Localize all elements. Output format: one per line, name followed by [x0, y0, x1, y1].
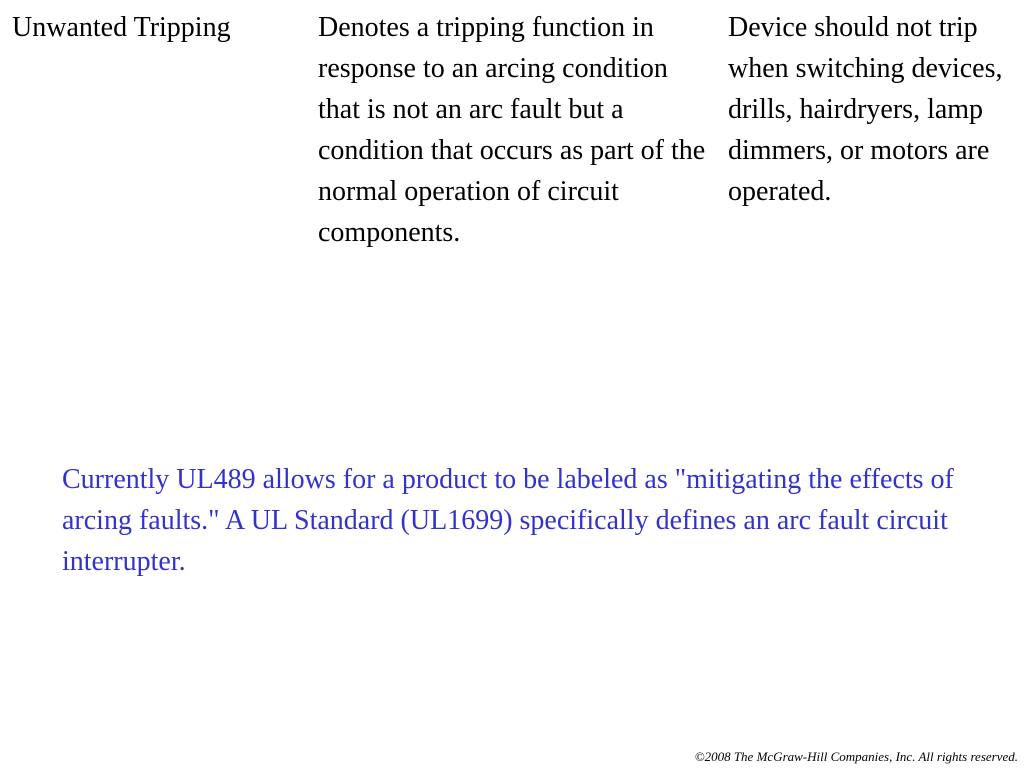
standards-note: Currently UL489 allows for a product to be labeled as "mitigating the effects of arcing faults." A UL Standard (UL1699) specifically defines an arc fault circuit interrupter.	[62, 464, 954, 577]
copyright-notice: ©2008 The McGraw-Hill Companies, Inc. All rights reserved.	[694, 749, 1018, 764]
definition-cell: Denotes a tripping function in response to an arcing condition that is not an arc fault but a condition that occurs as part of the normal operation of circuit components.	[318, 12, 706, 248]
example-cell: Device should not trip when switching devices, drills, hairdryers, lamp dimmers, or motors are operated.	[728, 12, 1003, 207]
term-cell: Unwanted Tripping	[12, 12, 231, 43]
